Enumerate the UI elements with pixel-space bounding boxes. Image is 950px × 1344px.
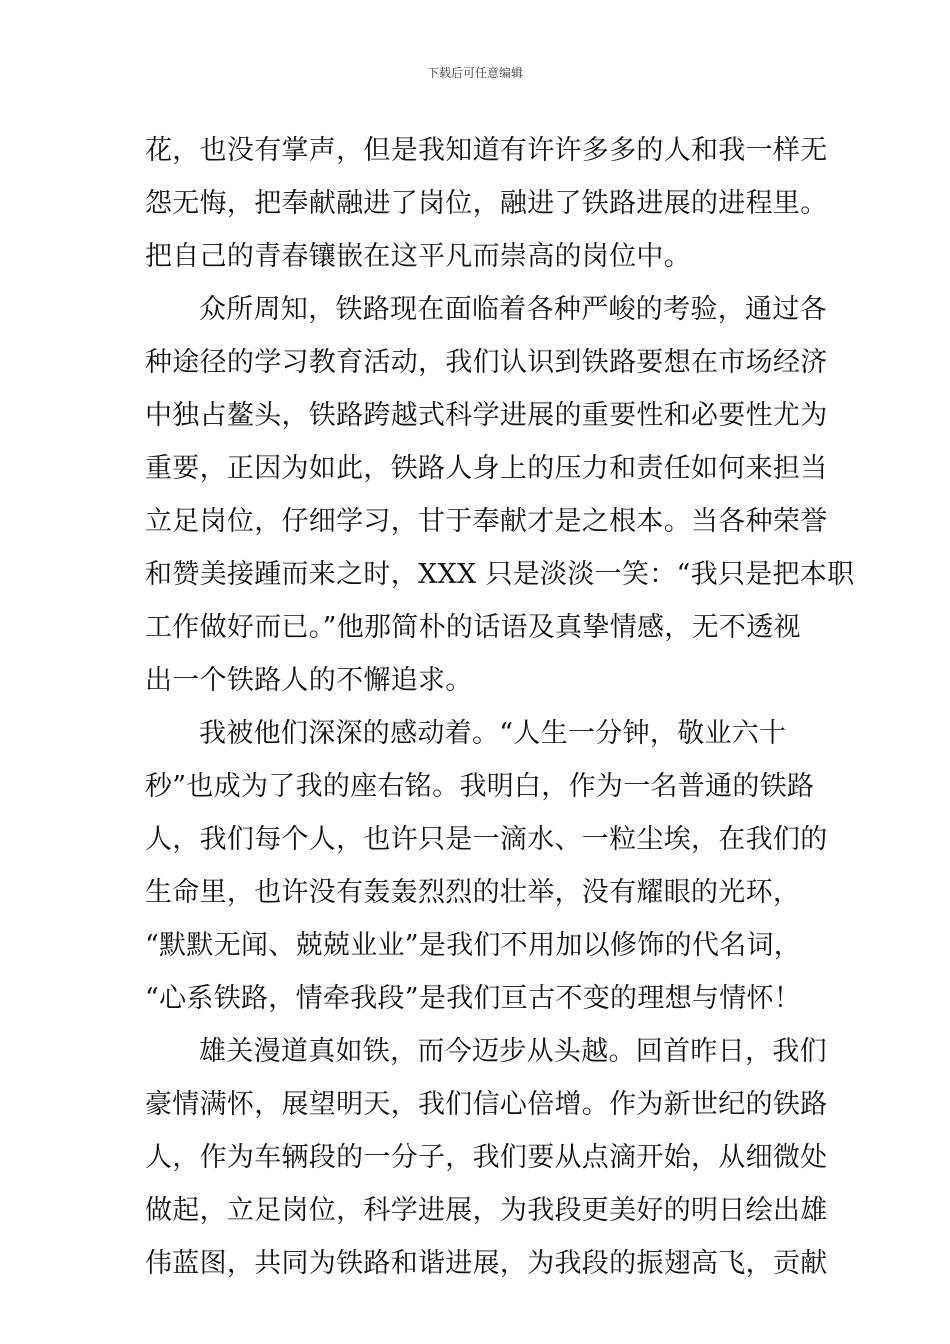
text-line: 怨无悔，把奉献融进了岗位，融进了铁路进展的进程里。 bbox=[145, 188, 828, 219]
text-line: 中独占鳌头，铁路跨越式科学进展的重要性和必要性尤为 bbox=[145, 400, 828, 431]
paragraph-1 bbox=[145, 124, 828, 283]
text-line: “默默无闻、兢兢业业”是我们不用加以修饰的代名词， bbox=[145, 930, 802, 961]
paragraph-3 bbox=[145, 707, 828, 1025]
paragraph-2 bbox=[145, 283, 855, 707]
text-line: 人，作为车辆段的一分子，我们要从点滴开始，从细微处 bbox=[145, 1142, 828, 1173]
text-line: 雄关漫道真如铁，而今迈步从头越。回首昨日，我们 bbox=[199, 1036, 827, 1067]
document-body bbox=[145, 124, 855, 1290]
text-line: 做起，立足岗位，科学进展，为我段更美好的明日绘出雄 bbox=[145, 1195, 828, 1226]
text-line: 把自己的青春镶嵌在这平凡而崇高的岗位中。 bbox=[145, 241, 691, 272]
paragraph-4 bbox=[145, 1025, 828, 1290]
text-line: 秒”也成为了我的座右铭。我明白，作为一名普通的铁路 bbox=[145, 771, 815, 802]
text-line: 种途径的学习教育活动，我们认识到铁路要想在市场经济 bbox=[145, 347, 828, 378]
text-line: 出一个铁路人的不懈追求。 bbox=[145, 665, 473, 696]
text-line: 豪情满怀，展望明天，我们信心倍增。作为新世纪的铁路 bbox=[145, 1089, 828, 1120]
text-line: 花，也没有掌声，但是我知道有许许多多的人和我一样无 bbox=[145, 135, 828, 166]
page-header: 下载后可任意编辑 bbox=[426, 66, 523, 80]
text-line: 伟蓝图，共同为铁路和谐进展，为我段的振翅高飞，贡献 bbox=[145, 1248, 828, 1279]
text-line: 工作做好而已。”他那简朴的话语及真挚情感，无不透视 bbox=[145, 612, 801, 643]
text-line: 立足岗位，仔细学习，甘于奉献才是之根本。当各种荣誉 bbox=[145, 506, 828, 537]
text-line: 生命里，也许没有轰轰烈烈的壮举，没有耀眼的光环， bbox=[145, 877, 801, 908]
text-line: 和赞美接踵而来之时，XXX 只是淡淡一笑：“我只是把本职 bbox=[145, 559, 855, 590]
text-line: 人，我们每个人，也许只是一滴水、一粒尘埃，在我们的 bbox=[145, 824, 828, 855]
text-line: 我被他们深深的感动着。“人生一分钟，敬业六十 bbox=[199, 718, 787, 749]
text-line: “心系铁路，情牵我段”是我们亘古不变的理想与情怀！ bbox=[145, 983, 802, 1014]
text-line: 众所周知，铁路现在面临着各种严峻的考验，通过各 bbox=[199, 294, 827, 325]
text-line: 重要，正因为如此，铁路人身上的压力和责任如何来担当 bbox=[145, 453, 828, 484]
